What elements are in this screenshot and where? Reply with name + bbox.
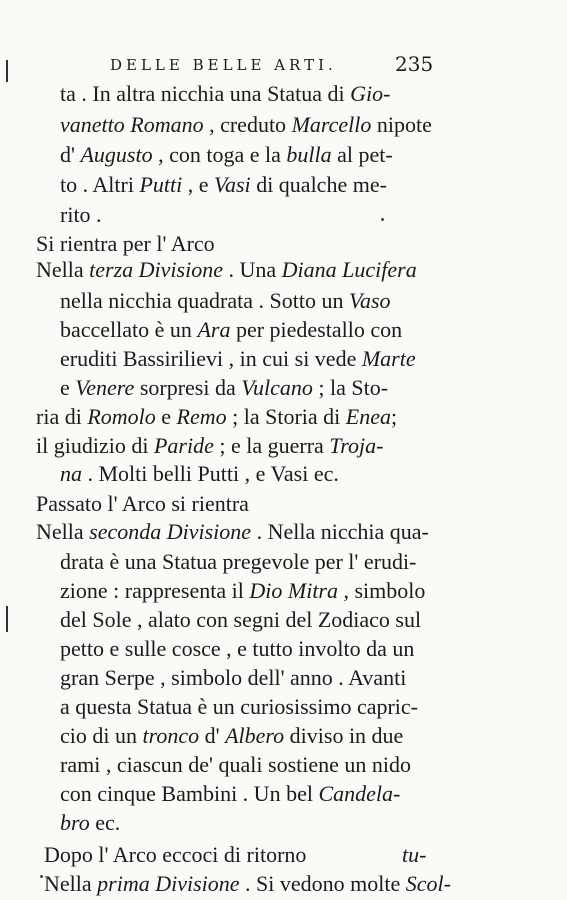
italic-run: Vulcano <box>241 375 313 400</box>
italic-run: Venere <box>75 375 135 400</box>
running-title: DELLE BELLE ARTI. <box>110 56 337 74</box>
text-run: Nella <box>36 257 90 282</box>
text-line <box>44 843 306 867</box>
margin-mark <box>6 60 8 82</box>
text-line <box>36 434 384 458</box>
italic-run: Troja- <box>329 433 384 458</box>
italic-run: Marte <box>361 346 416 371</box>
text-run: drata è una Statua pregevole per l' erudi- <box>60 549 417 574</box>
ink-speck <box>381 218 384 221</box>
text-run: cio di un <box>60 723 143 748</box>
text-run: Nella <box>44 871 98 896</box>
text-line <box>60 811 120 835</box>
text-run: diviso in due <box>284 723 404 748</box>
text-run: d' <box>60 142 81 167</box>
text-run: ria di <box>36 404 88 429</box>
ink-speck <box>40 875 43 878</box>
italic-run: Dio Mitra <box>249 578 338 603</box>
italic-run: Gio- <box>350 81 391 106</box>
text-run: petto e sulle cosce , e tutto involto da un <box>60 636 415 661</box>
text-run: ; la Sto- <box>312 375 389 400</box>
text-line <box>60 753 411 777</box>
text-run: Si rientra per l' Arco <box>36 231 215 256</box>
text-line <box>36 405 397 429</box>
text-run: per piedestallo con <box>230 317 403 342</box>
text-run: , e <box>182 172 214 197</box>
page-number: 235 <box>395 52 434 76</box>
text-run: , creduto <box>203 112 292 137</box>
italic-run: Marcello <box>291 112 372 137</box>
italic-run: tronco <box>142 723 200 748</box>
text-line <box>60 782 400 806</box>
italic-run: Candela- <box>318 781 401 806</box>
text-run: e <box>155 404 177 429</box>
italic-run: Putti <box>139 172 183 197</box>
italic-run: seconda Divisione <box>89 519 252 544</box>
italic-run: Scol- <box>405 871 451 896</box>
text-line <box>36 232 215 256</box>
text-line <box>44 872 451 896</box>
italic-run: prima Divisione <box>97 871 240 896</box>
italic-run: na <box>60 461 82 486</box>
text-run: zione : rappresenta il <box>60 578 250 603</box>
text-run: ; <box>391 404 398 429</box>
text-run: eruditi Bassirilievi , in cui si vede <box>60 346 362 371</box>
text-line <box>60 462 339 486</box>
text-line <box>60 113 432 137</box>
text-run: rito . <box>60 202 102 227</box>
text-line <box>60 724 403 748</box>
text-run: gran Serpe , simbolo dell' anno . Avanti <box>60 665 407 690</box>
text-line <box>36 520 429 544</box>
text-run: nella nicchia quadrata . Sotto un <box>60 288 349 313</box>
text-line <box>60 82 391 106</box>
text-run: nipote <box>371 112 432 137</box>
italic-run: Vaso <box>348 288 391 313</box>
italic-run: Augusto <box>80 142 153 167</box>
text-run: ta . In altra nicchia una Statua di <box>60 81 351 106</box>
text-line <box>60 173 387 197</box>
text-run: Nella <box>36 519 90 544</box>
text-run: al pet- <box>331 142 393 167</box>
catchword: tu- <box>402 842 427 867</box>
text-run: , con toga e la <box>152 142 287 167</box>
italic-run: Remo <box>176 404 227 429</box>
text-run: del Sole , alato con segni del Zodiaco sul <box>60 607 422 632</box>
text-run: ; la Storia di <box>226 404 346 429</box>
margin-mark <box>6 606 8 632</box>
italic-run: bulla <box>286 142 332 167</box>
text-line <box>60 289 391 313</box>
italic-run: Paride <box>153 433 214 458</box>
text-run: sorpresi da <box>134 375 242 400</box>
text-run: a questa Statua è un curiosissimo capric- <box>60 694 419 719</box>
italic-run: Romolo <box>87 404 156 429</box>
text-run: Dopo l' Arco eccoci di ritorno <box>44 842 307 867</box>
text-run: , simbolo <box>338 578 426 603</box>
text-line <box>36 492 249 516</box>
text-run: di qualche me- <box>250 172 387 197</box>
italic-run: terza Divisione <box>89 257 223 282</box>
italic-run: Diana Lucifera <box>281 257 417 282</box>
text-line <box>60 608 421 632</box>
text-line <box>60 695 418 719</box>
text-run: d' <box>199 723 226 748</box>
italic-run: Ara <box>197 317 231 342</box>
text-line <box>60 143 393 167</box>
text-run: e <box>60 375 76 400</box>
text-run: . Molti belli Putti , e Vasi ec. <box>82 461 339 486</box>
text-line <box>60 579 425 603</box>
text-run: ; e la guerra <box>213 433 330 458</box>
italic-run: Vasi <box>214 172 251 197</box>
text-line <box>60 666 406 690</box>
text-run: ec. <box>89 810 121 835</box>
text-run: . Nella nicchia qua- <box>251 519 429 544</box>
italic-run: vanetto Romano <box>60 112 204 137</box>
text-run: rami , ciascun de' quali sostiene un nido <box>60 752 411 777</box>
text-line <box>60 347 416 371</box>
text-line <box>60 203 102 227</box>
text-line <box>60 318 402 342</box>
text-run: con cinque Bambini . Un bel <box>60 781 319 806</box>
text-run: baccellato è un <box>60 317 198 342</box>
text-line <box>60 550 416 574</box>
text-run: il giudizio di <box>36 433 154 458</box>
text-run: Passato l' Arco si rientra <box>36 491 249 516</box>
text-run: to . Altri <box>60 172 140 197</box>
text-line <box>36 258 417 282</box>
text-run: . Si vedono molte <box>239 871 406 896</box>
text-run: . Una <box>222 257 282 282</box>
italic-run: Enea <box>345 404 391 429</box>
text-line <box>60 376 388 400</box>
italic-run: bro <box>60 810 90 835</box>
italic-run: Albero <box>225 723 285 748</box>
text-line <box>60 637 414 661</box>
